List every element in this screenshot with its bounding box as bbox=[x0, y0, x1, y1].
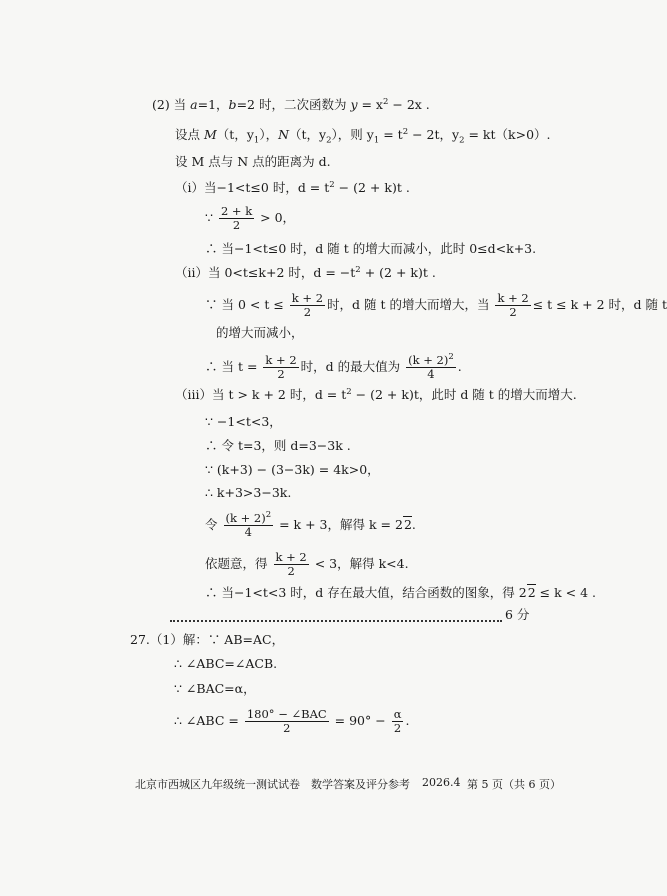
case-iii-heading: （iii）当 t > k + 2 时，$d = t^2 - (2 + k)t$，此时 d 随 t 的增大而增大. bbox=[175, 386, 577, 402]
fraction: $\frac{\text{180° − ∠BAC}}{2}$ bbox=[246, 707, 327, 735]
case-ii-conclusion: ∴ 当 t = $\frac{k + 2}{2}$ 时，d 的最大值为 $\frac{(k + 2)^2}{4}$ . bbox=[205, 352, 462, 381]
case-i-heading: （i）当−1<t≤0 时，$d = t^2 - (2 + k)t$ . bbox=[175, 179, 410, 195]
case-iii-let-t: ∴ 令 t=3，则 d=3−3k . bbox=[205, 438, 351, 453]
part2-heading: (2) 当 a=1，b=2 时，二次函数为 $y = x^2 - 2x$ . bbox=[152, 96, 430, 112]
case-iii-range: ∵ −1<t<3， bbox=[205, 414, 282, 429]
sqrt-two: 2 bbox=[527, 585, 536, 600]
case-ii-continuation: 的增大而减小， bbox=[216, 325, 304, 340]
footer-exam-title: 北京市西城区九年级统一测试试卷 bbox=[135, 778, 300, 791]
case-iii-condition: 依题意，得 $\frac{k + 2}{2}$ < 3，解得 k<4. bbox=[205, 550, 409, 578]
case-ii-since: ∵ 当 0 < t ≤ $\frac{k + 2}{2}$ 时，d 随 t 的增大而增大，当 $\frac{k + 2}{2}$ ≤ t ≤ k + 2 时，d 随 t bbox=[205, 291, 667, 319]
q27-line-2: ∴ ∠ABC=∠ACB. bbox=[174, 656, 278, 671]
case-iii-inequality: ∴ k+3>3−3k. bbox=[205, 485, 292, 500]
set-distance-line: 设 M 点与 N 点的距离为 d. bbox=[175, 154, 331, 169]
fraction: $\frac{k + 2}{2}$ bbox=[265, 353, 297, 381]
fraction: $\frac{\alpha}{2}$ bbox=[393, 707, 402, 735]
footer-page-number: 第 5 页（共 6 页） bbox=[467, 778, 561, 791]
case-ii-heading: （ii）当 0<t≤k+2 时，$d = -t^2 + (2 + k)t$ . bbox=[175, 264, 436, 280]
fraction: $\frac{(k + 2)^2}{4}$ bbox=[408, 352, 454, 381]
fraction: $\frac{(k + 2)^2}{4}$ bbox=[225, 510, 272, 539]
footer-date: 2026.4 bbox=[422, 776, 461, 789]
score-label: 6 分 bbox=[505, 607, 530, 622]
case-i-conclusion: ∴ 当−1<t≤0 时，d 随 t 的增大而减小，此时 0≤d<k+3. bbox=[205, 241, 537, 256]
case-iii-compare: ∵ (k+3) − (3−3k) = 4k>0， bbox=[205, 462, 380, 477]
case-iii-solve-k: 令 $\frac{(k + 2)^2}{4}$ = k + 3，解得 k = 22. bbox=[205, 510, 416, 539]
case-iii-conclusion: ∴ 当−1<t<3 时，d 存在最大值，结合函数的图象，得 22 ≤ k < 4 . bbox=[205, 585, 596, 600]
fraction: $\frac{k + 2}{2}$ bbox=[497, 291, 529, 319]
q27-line-1: 27.（1）解：∵ AB=AC， bbox=[130, 632, 285, 647]
fraction: $\frac{k + 2}{2}$ bbox=[275, 550, 307, 578]
q27-line-4: ∴ ∠ABC = $\frac{\text{180° − ∠BAC}}{2}$ = 90° − $\frac{\alpha}{2}$ . bbox=[174, 707, 410, 735]
footer-answer-key: 数学答案及评分参考 bbox=[311, 778, 410, 791]
set-points-line: 设点 M（t，$y_1$），N（t，$y_2$），则 $y_1 = t^2 - 2t$，$y_2 = kt(k>0)$. bbox=[175, 126, 551, 146]
score-leader-dots bbox=[170, 610, 502, 622]
sqrt-two: 2 bbox=[403, 517, 412, 532]
fraction: $\frac{k + 2}{2}$ bbox=[291, 291, 324, 319]
q27-line-3: ∵ ∠BAC=α， bbox=[174, 681, 256, 696]
fraction: $\frac{2 + k}{2}$ bbox=[220, 204, 253, 232]
case-i-since: ∵ $\frac{2 + k}{2}$ > 0， bbox=[205, 204, 296, 232]
